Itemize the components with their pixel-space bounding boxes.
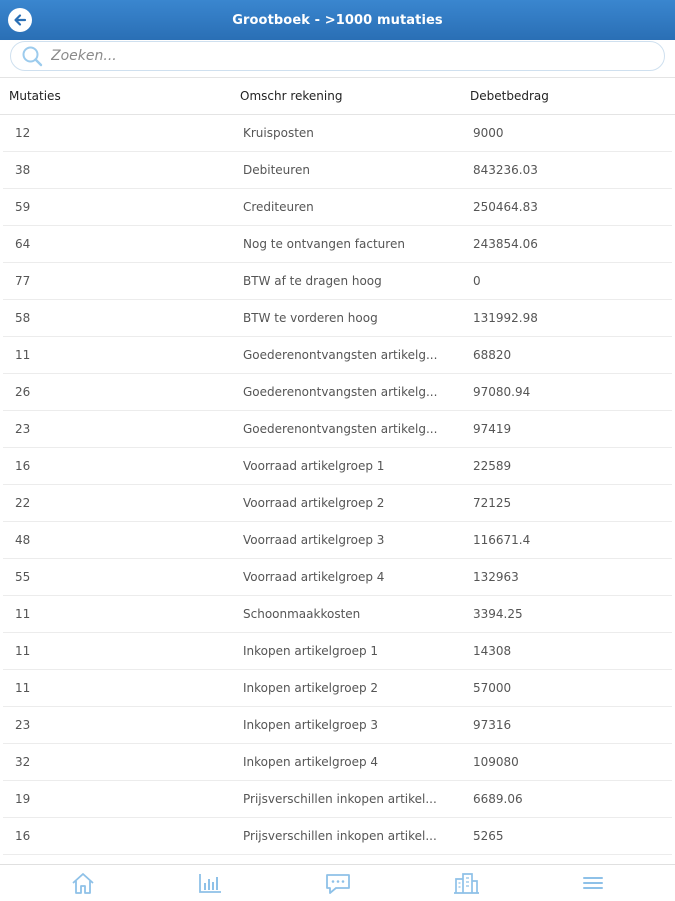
tab-reports[interactable] (195, 871, 225, 895)
cell-mutaties: 16 (15, 459, 31, 473)
cell-mutaties: 38 (15, 163, 31, 177)
cell-omschr-rekening: Debiteuren (243, 163, 310, 177)
cell-omschr-rekening: Voorraad artikelgroep 4 (243, 570, 385, 584)
cell-mutaties: 77 (15, 274, 31, 288)
cell-debetbedrag: 68820 (473, 348, 512, 362)
ledger-table (0, 77, 675, 855)
table-header (0, 77, 675, 115)
cell-omschr-rekening: Goederenontvangsten artikelg... (243, 422, 438, 436)
table-row[interactable] (3, 300, 672, 337)
cell-debetbedrag: 250464.83 (473, 200, 538, 214)
cell-omschr-rekening: Inkopen artikelgroep 1 (243, 644, 379, 658)
cell-mutaties: 32 (15, 755, 31, 769)
column-header-mutaties[interactable]: Mutaties (9, 89, 61, 103)
table-row[interactable] (3, 596, 672, 633)
cell-omschr-rekening: Kruisposten (243, 126, 314, 140)
cell-mutaties: 22 (15, 496, 31, 510)
cell-debetbedrag: 5265 (473, 829, 504, 843)
tab-companies[interactable] (451, 871, 481, 895)
cell-debetbedrag: 72125 (473, 496, 512, 510)
cell-omschr-rekening: Goederenontvangsten artikelg... (243, 348, 438, 362)
search-bar[interactable] (10, 41, 665, 71)
cell-debetbedrag: 0 (473, 274, 481, 288)
cell-debetbedrag: 97419 (473, 422, 512, 436)
cell-debetbedrag: 109080 (473, 755, 519, 769)
table-row[interactable] (3, 633, 672, 670)
cell-mutaties: 11 (15, 607, 31, 621)
cell-debetbedrag: 14308 (473, 644, 512, 658)
cell-omschr-rekening: Inkopen artikelgroep 4 (243, 755, 379, 769)
bottom-tab-bar (0, 864, 675, 901)
cell-mutaties: 11 (15, 681, 31, 695)
chart-icon (197, 871, 223, 895)
table-body (0, 115, 675, 855)
cell-mutaties: 12 (15, 126, 31, 140)
home-icon (70, 871, 96, 895)
table-row[interactable] (3, 818, 672, 855)
cell-omschr-rekening: Voorraad artikelgroep 3 (243, 533, 385, 547)
table-row[interactable] (3, 152, 672, 189)
cell-omschr-rekening: Prijsverschillen inkopen artikel... (243, 829, 437, 843)
menu-icon (581, 871, 605, 895)
cell-debetbedrag: 97316 (473, 718, 512, 732)
cell-mutaties: 64 (15, 237, 31, 251)
cell-mutaties: 26 (15, 385, 31, 399)
cell-debetbedrag: 116671.4 (473, 533, 531, 547)
cell-omschr-rekening: Inkopen artikelgroep 3 (243, 718, 379, 732)
table-row[interactable] (3, 448, 672, 485)
cell-debetbedrag: 243854.06 (473, 237, 538, 251)
column-header-debetbedrag[interactable]: Debetbedrag (470, 89, 549, 103)
cell-omschr-rekening: Voorraad artikelgroep 2 (243, 496, 385, 510)
arrow-left-icon (12, 12, 28, 28)
table-row[interactable] (3, 189, 672, 226)
search-icon (21, 45, 43, 67)
back-button[interactable] (8, 8, 32, 32)
buildings-icon (452, 871, 480, 895)
search-input[interactable] (49, 47, 613, 65)
cell-omschr-rekening: BTW af te dragen hoog (243, 274, 382, 288)
cell-omschr-rekening: Prijsverschillen inkopen artikel... (243, 792, 437, 806)
cell-debetbedrag: 132963 (473, 570, 519, 584)
cell-omschr-rekening: BTW te vorderen hoog (243, 311, 378, 325)
cell-mutaties: 11 (15, 348, 31, 362)
table-row[interactable] (3, 115, 672, 152)
cell-mutaties: 23 (15, 422, 31, 436)
cell-omschr-rekening: Goederenontvangsten artikelg... (243, 385, 438, 399)
cell-omschr-rekening: Voorraad artikelgroep 1 (243, 459, 385, 473)
tab-home[interactable] (68, 871, 98, 895)
cell-mutaties: 11 (15, 644, 31, 658)
table-row[interactable] (3, 485, 672, 522)
table-row[interactable] (3, 411, 672, 448)
cell-omschr-rekening: Schoonmaakkosten (243, 607, 361, 621)
cell-omschr-rekening: Nog te ontvangen facturen (243, 237, 405, 251)
table-row[interactable] (3, 337, 672, 374)
cell-debetbedrag: 131992.98 (473, 311, 538, 325)
cell-mutaties: 19 (15, 792, 31, 806)
cell-mutaties: 59 (15, 200, 31, 214)
table-row[interactable] (3, 263, 672, 300)
cell-omschr-rekening: Crediteuren (243, 200, 314, 214)
cell-debetbedrag: 843236.03 (473, 163, 538, 177)
table-row[interactable] (3, 744, 672, 781)
tab-menu[interactable] (578, 871, 608, 895)
table-row[interactable] (3, 707, 672, 744)
cell-mutaties: 23 (15, 718, 31, 732)
cell-mutaties: 48 (15, 533, 31, 547)
cell-mutaties: 55 (15, 570, 31, 584)
cell-debetbedrag: 3394.25 (473, 607, 523, 621)
cell-debetbedrag: 9000 (473, 126, 504, 140)
table-row[interactable] (3, 522, 672, 559)
cell-debetbedrag: 6689.06 (473, 792, 523, 806)
cell-mutaties: 58 (15, 311, 31, 325)
table-row[interactable] (3, 374, 672, 411)
table-row[interactable] (3, 559, 672, 596)
tab-messages[interactable] (323, 871, 353, 895)
column-header-omschr-rekening[interactable]: Omschr rekening (240, 89, 343, 103)
cell-debetbedrag: 22589 (473, 459, 512, 473)
chat-icon (324, 871, 352, 895)
cell-debetbedrag: 97080.94 (473, 385, 531, 399)
app-header (0, 0, 675, 40)
table-row[interactable] (3, 781, 672, 818)
table-row[interactable] (3, 670, 672, 707)
page-title: Grootboek - >1000 mutaties (232, 12, 443, 28)
cell-debetbedrag: 57000 (473, 681, 512, 695)
table-row[interactable] (3, 226, 672, 263)
cell-omschr-rekening: Inkopen artikelgroep 2 (243, 681, 379, 695)
cell-mutaties: 16 (15, 829, 31, 843)
